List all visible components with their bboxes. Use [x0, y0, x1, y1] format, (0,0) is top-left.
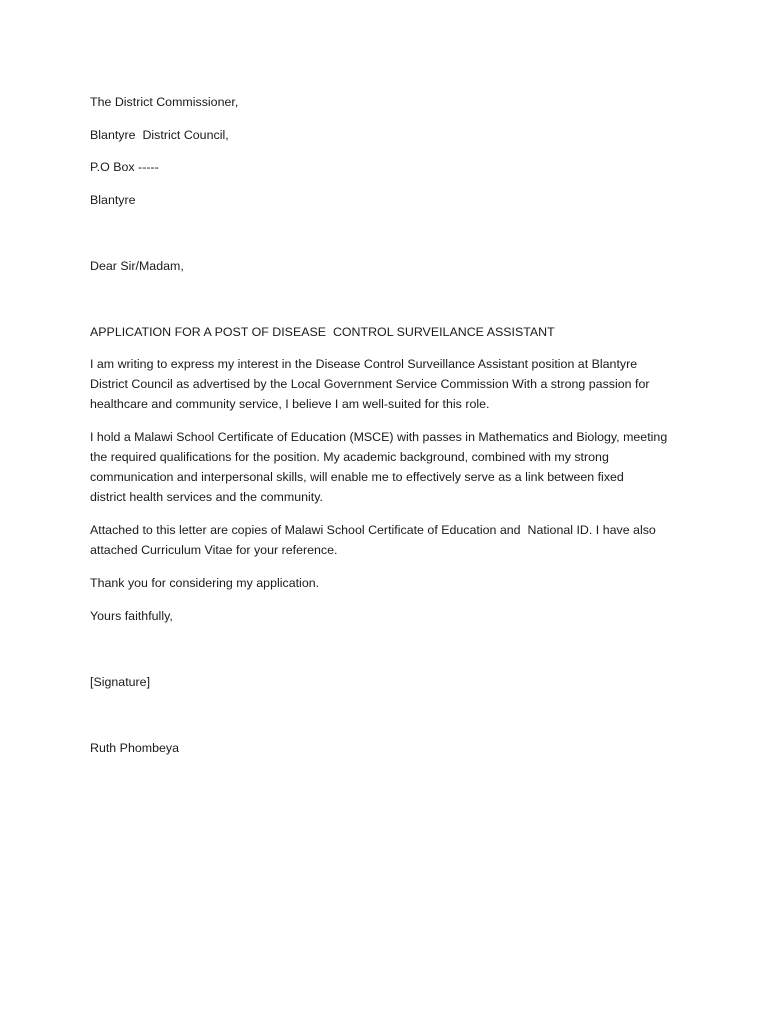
paragraph-line: district health services and the community.	[90, 490, 323, 504]
address-line-recipient: The District Commissioner,	[90, 95, 239, 109]
address-line-po-box: P.O Box -----	[90, 160, 159, 174]
signature-placeholder: [Signature]	[90, 675, 151, 689]
paragraph-line: District Council as advertised by the Local Government Service Commission With a strong passion for	[90, 377, 650, 391]
salutation: Dear Sir/Madam,	[90, 258, 184, 273]
paragraph-line: communication and interpersonal skills, will enable me to effectively serve as a link between fixed	[90, 470, 624, 484]
closing-thanks: Thank you for considering my application.	[90, 576, 320, 590]
paragraph-line: I hold a Malawi School Certificate of Education (MSCE) with passes in Mathematics and Biology, meeting	[90, 430, 668, 444]
paragraph-line: the required qualifications for the position. My academic background, combined with my strong	[90, 450, 609, 464]
letter-body	[90, 92, 690, 758]
address-line-city: Blantyre	[90, 192, 136, 207]
paragraph-line: I am writing to express my interest in the Disease Control Surveillance Assistant position at Blantyre	[90, 357, 638, 371]
body-paragraph-2	[90, 427, 690, 507]
paragraph-line: healthcare and community service, I believe I am well-suited for this role.	[90, 397, 490, 411]
subject-line: APPLICATION FOR A POST OF DISEASE CONTROL SURVEILANCE ASSISTANT	[90, 324, 555, 339]
recipient-address	[90, 92, 690, 210]
sender-name: Ruth Phombeya	[90, 741, 179, 755]
body-paragraph-1	[90, 354, 690, 414]
closing-signoff: Yours faithfully,	[90, 609, 173, 623]
paragraph-line: Attached to this letter are copies of Malawi School Certificate of Education and National ID. I have also	[90, 523, 656, 537]
body-paragraph-3	[90, 520, 690, 560]
address-line-organization: Blantyre District Council,	[90, 127, 229, 142]
paragraph-line: attached Curriculum Vitae for your reference.	[90, 543, 338, 557]
